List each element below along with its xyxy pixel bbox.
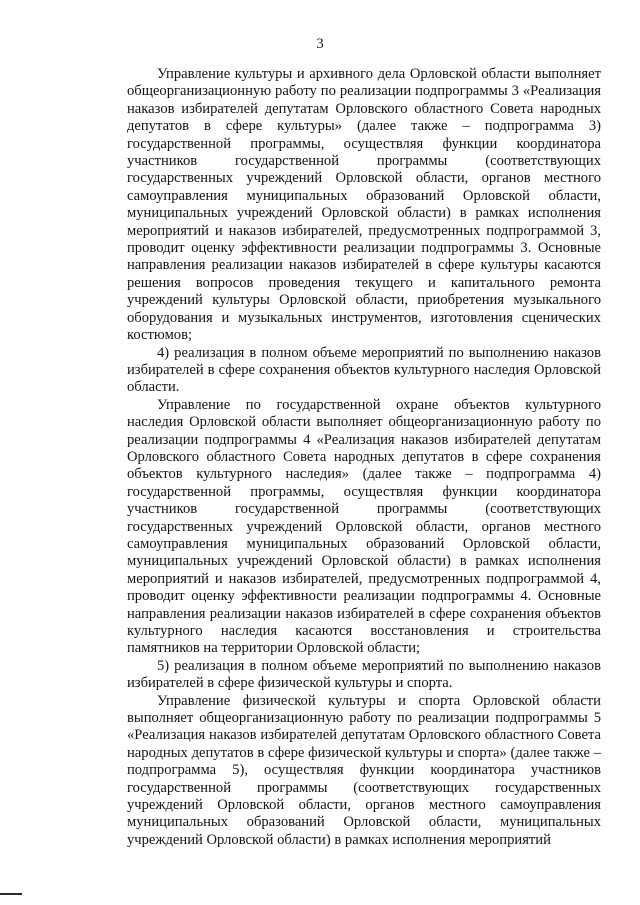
paragraph-item-5: 5) реализация в полном объеме мероприятий по выполнению наказов избирателей в сфере физической культуры и спорта. [127, 657, 601, 692]
paragraph-physical-culture: Управление физической культуры и спорта Орловской области выполняет общеорганизационную работу по реализации подпрограммы 5 «Реализация наказов избирателей депутатам Орловского областного Совета народных депутатов в сфере физической культуры и спорта» (далее также – подпрограмма 5), осуществляя функции координатора участников государственной программы (соответствующих государственных учреждений Орловской области, органов местного самоуправления муниципальных образований Орловской области, муниципальных учреждений Орловской области) в рамках исполнения мероприятий [127, 692, 601, 848]
scan-edge-mark [0, 893, 22, 895]
paragraph-culture-archive: Управление культуры и архивного дела Орловской области выполняет общеорганизационную работу по реализации подпрограммы 3 «Реализация наказов избирателей депутатам Орловского областного Совета народных депутатов в сфере культуры» (далее также – подпрограмма 3) государственной программы, осуществляя функции координатора участников государственной программы (соответствующих государственных учреждений Орловской области, органов местного самоуправления муниципальных образований Орловской области, муниципальных учреждений Орловской области) в рамках исполнения мероприятий и наказов избирателей, предусмотренных подпрограммой 3, проводит оценку эффективности реализации подпрограммы 3. Основные направления реализации наказов избирателей в сфере культуры касаются решения вопросов проведения текущего и капитального ремонта учреждений культуры Орловской области, приобретения музыкального оборудования и музыкальных инструментов, изготовления сценических костюмов; [127, 66, 601, 344]
paragraph-item-4: 4) реализация в полном объеме мероприятий по выполнению наказов избирателей в сфере сохранения объектов культурного наследия Орловской области. [127, 344, 601, 396]
document-body [127, 66, 601, 849]
paragraph-heritage-protection: Управление по государственной охране объектов культурного наследия Орловской области выполняет общеорганизационную работу по реализации подпрограммы 4 «Реализация наказов избирателей депутатам Орловского областного Совета народных депутатов в сфере сохранения объектов культурного наследия» (далее также – подпрограмма 4) государственной программы, осуществляя функции координатора участников государственной программы (соответствующих государственных учреждений Орловской области, органов местного самоуправления муниципальных образований Орловской области, муниципальных учреждений Орловской области) в рамках исполнения мероприятий и наказов избирателей, предусмотренных подпрограммой 4, проводит оценку эффективности реализации подпрограммы 4. Основные направления реализации наказов избирателей в сфере сохранения объектов культурного наследия касаются восстановления и строительства памятников на территории Орловской области; [127, 396, 601, 657]
page-number: 3 [316, 36, 324, 52]
